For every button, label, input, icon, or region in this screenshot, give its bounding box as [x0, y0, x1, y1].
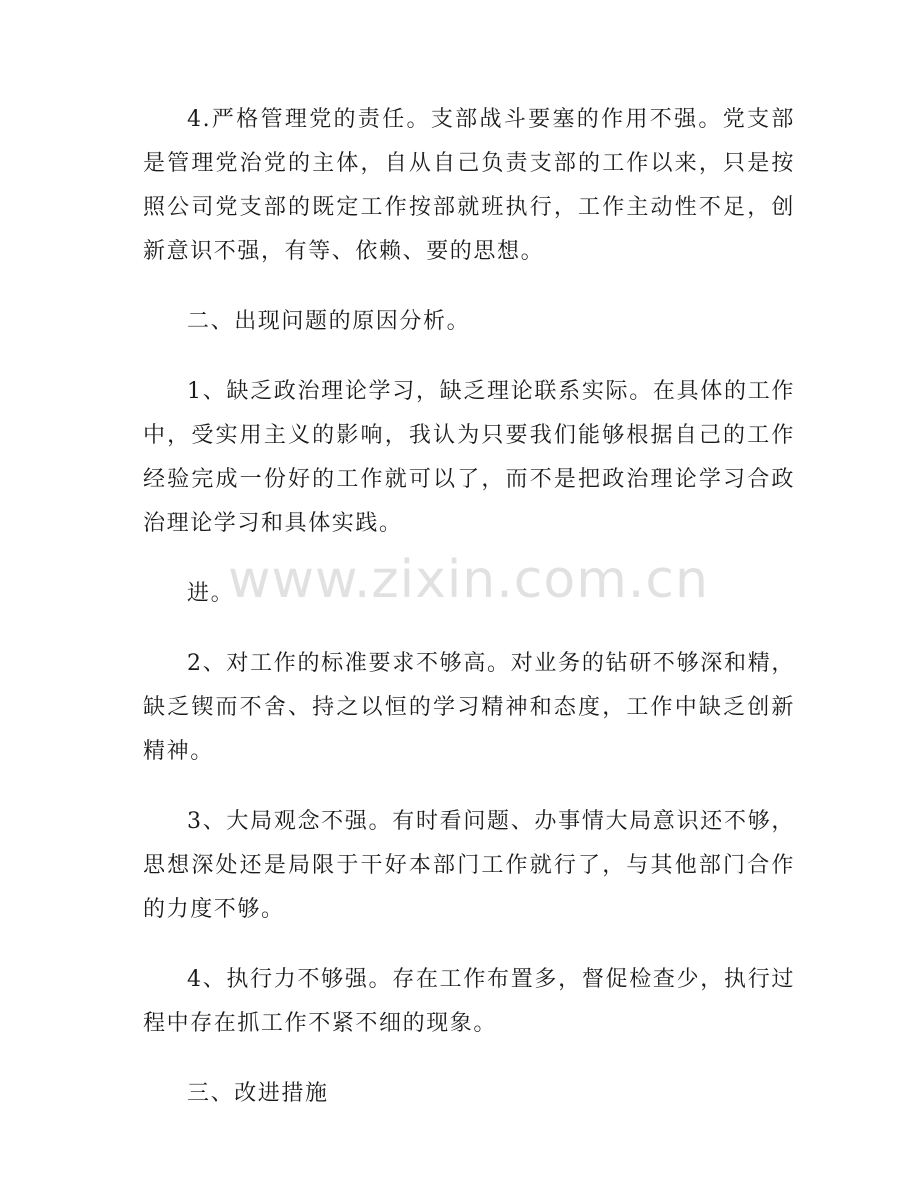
section-heading-improvements: 三、改进措施 — [187, 1081, 329, 1106]
section-heading-causes: 二、出现问题的原因分析。 — [187, 309, 471, 334]
paragraph-fragment: 进。 — [187, 581, 235, 606]
document-body — [143, 98, 795, 1142]
paragraph-cause-3: 3、大局观念不强。有时看问题、办事情大局意识还不够，思想深处还是局限于干好本部门工作就行了，与其他部门合作的力度不够。 — [143, 809, 795, 922]
paragraph-cause-2: 2、对工作的标准要求不够高。对业务的钻研不够深和精，缺乏锲而不舍、持之以恒的学习精神和态度，工作中缺乏创新精神。 — [143, 651, 795, 764]
watermark: www.zixin.com.cn — [228, 550, 709, 610]
paragraph-cause-4: 4、执行力不够强。存在工作布置多，督促检查少，执行过程中存在抓工作不紧不细的现象。 — [143, 967, 795, 1036]
paragraph-cause-1: 1、缺乏政治理论学习，缺乏理论联系实际。在具体的工作中，受实用主义的影响，我认为只要我们能够根据自己的工作经验完成一份好的工作就可以了，而不是把政治理论学习合政治理论学习和具体实践。 — [143, 379, 795, 536]
paragraph-responsibility: 4.严格管理党的责任。支部战斗要塞的作用不强。党支部是管理党治党的主体，自从自己负责支部的工作以来，只是按照公司党支部的既定工作按部就班执行，工作主动性不足，创新意识不强，有等、依赖、要的思想。 — [143, 107, 795, 264]
